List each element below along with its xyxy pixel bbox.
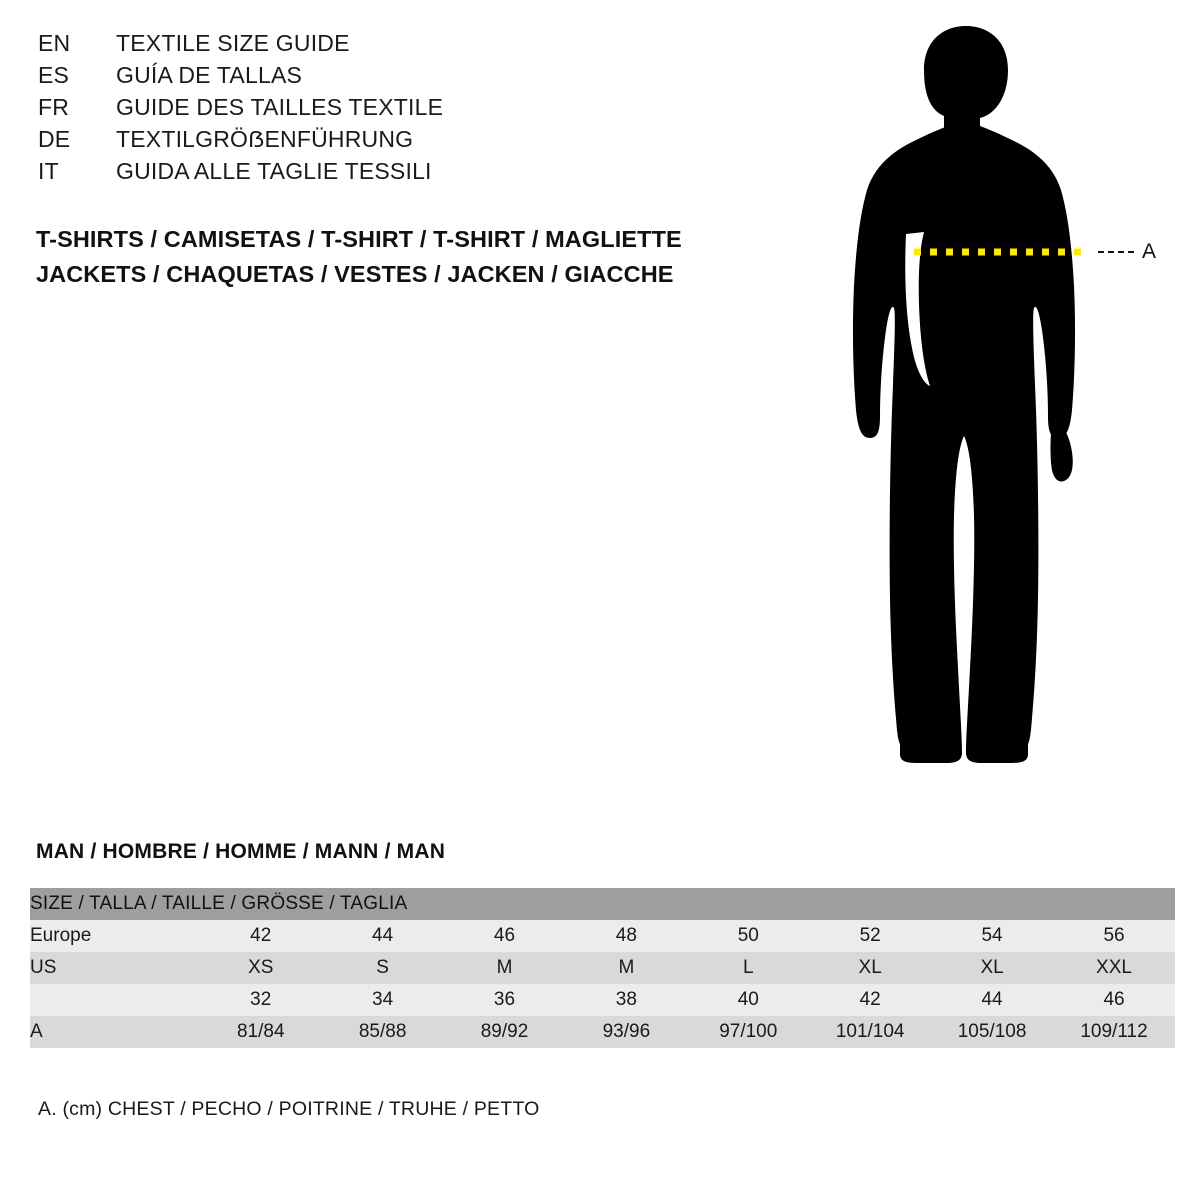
cell-value: L xyxy=(687,952,809,984)
table-row xyxy=(30,952,1175,984)
cell-value: 44 xyxy=(931,984,1053,1016)
category-tshirts: T-SHIRTS / CAMISETAS / T-SHIRT / T-SHIRT / MAGLIETTE xyxy=(36,226,682,252)
row-label xyxy=(30,984,200,1016)
cell-value: M xyxy=(565,952,687,984)
table-header-row xyxy=(30,888,1175,920)
cell-value: 85/88 xyxy=(322,1016,444,1048)
cell-value: 54 xyxy=(931,920,1053,952)
category-jackets: JACKETS / CHAQUETAS / VESTES / JACKEN / GIACCHE xyxy=(36,261,674,287)
language-title: TEXTILE SIZE GUIDE xyxy=(116,30,350,56)
row-label: Europe xyxy=(30,920,200,952)
row-label: A xyxy=(30,1016,200,1048)
cell-value: 97/100 xyxy=(687,1016,809,1048)
cell-value: 81/84 xyxy=(200,1016,322,1048)
cell-value: 42 xyxy=(809,984,931,1016)
language-row xyxy=(38,30,758,62)
table-header-label: SIZE / TALLA / TAILLE / GRÖSSE / TAGLIA xyxy=(30,888,1175,920)
cell-value: M xyxy=(444,952,566,984)
language-row xyxy=(38,62,758,94)
language-title: TEXTILGRÖẞENFÜHRUNG xyxy=(116,126,414,152)
language-title: GUIDE DES TAILLES TEXTILE xyxy=(116,94,444,120)
cell-value: S xyxy=(322,952,444,984)
chest-leader-line xyxy=(1098,251,1134,253)
cell-value: XL xyxy=(931,952,1053,984)
cell-value: 89/92 xyxy=(444,1016,566,1048)
language-row xyxy=(38,126,758,158)
cell-value: 48 xyxy=(565,920,687,952)
size-table xyxy=(30,888,1175,1048)
language-code: DE xyxy=(38,126,71,152)
language-code: ES xyxy=(38,62,70,88)
table-row xyxy=(30,984,1175,1016)
cell-value: 32 xyxy=(200,984,322,1016)
man-silhouette-icon xyxy=(820,18,1180,788)
cell-value: XXL xyxy=(1053,952,1175,984)
cell-value: 40 xyxy=(687,984,809,1016)
cell-value: 44 xyxy=(322,920,444,952)
garment-categories xyxy=(36,222,796,292)
table-row xyxy=(30,920,1175,952)
cell-value: 50 xyxy=(687,920,809,952)
cell-value: XL xyxy=(809,952,931,984)
language-title: GUIDA ALLE TAGLIE TESSILI xyxy=(116,158,432,184)
cell-value: 34 xyxy=(322,984,444,1016)
language-title-list xyxy=(38,30,758,190)
language-title: GUÍA DE TALLAS xyxy=(116,62,303,88)
language-code: IT xyxy=(38,158,59,184)
cell-value: 36 xyxy=(444,984,566,1016)
cell-value: 105/108 xyxy=(931,1016,1053,1048)
cell-value: 46 xyxy=(1053,984,1175,1016)
language-code: FR xyxy=(38,94,70,120)
language-row xyxy=(38,94,758,126)
language-code: EN xyxy=(38,30,71,56)
table-footnote: A. (cm) CHEST / PECHO / POITRINE / TRUHE / PETTO xyxy=(38,1098,540,1120)
cell-value: 42 xyxy=(200,920,322,952)
cell-value: 38 xyxy=(565,984,687,1016)
row-label: US xyxy=(30,952,200,984)
cell-value: 109/112 xyxy=(1053,1016,1175,1048)
cell-value: 52 xyxy=(809,920,931,952)
cell-value: XS xyxy=(200,952,322,984)
table-row xyxy=(30,1016,1175,1048)
cell-value: 93/96 xyxy=(565,1016,687,1048)
language-row xyxy=(38,158,758,190)
cell-value: 56 xyxy=(1053,920,1175,952)
body-figure xyxy=(820,18,1180,788)
man-section-title: MAN / HOMBRE / HOMME / MANN / MAN xyxy=(36,840,446,863)
cell-value: 101/104 xyxy=(809,1016,931,1048)
cell-value: 46 xyxy=(444,920,566,952)
chest-label: A xyxy=(1142,240,1157,263)
